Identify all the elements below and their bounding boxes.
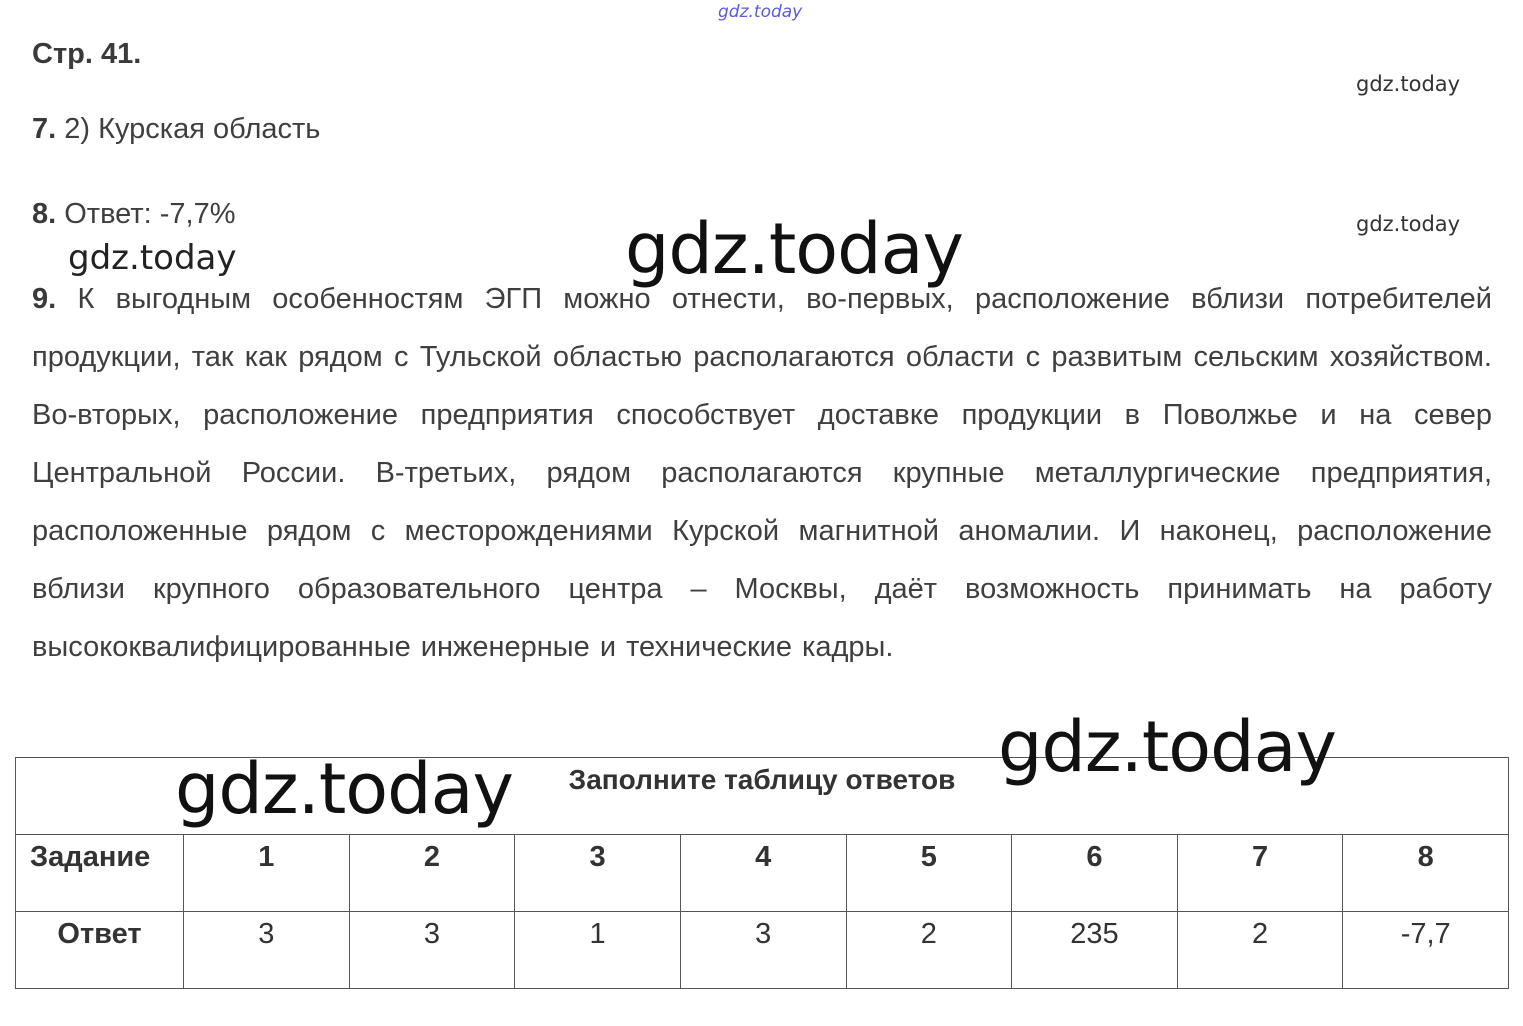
task-cell: 1: [184, 835, 350, 912]
question-7: [32, 113, 320, 146]
question-9: [32, 270, 1492, 676]
page-heading: Стр. 41.: [32, 38, 142, 70]
answer-cell: 3: [349, 912, 515, 989]
table-title: Заполните таблицу ответов: [16, 758, 1509, 835]
answer-cell: 2: [1177, 912, 1343, 989]
task-cell: 6: [1012, 835, 1178, 912]
question-7-answer: 2) Курская область: [64, 113, 321, 145]
task-cell: 8: [1343, 835, 1509, 912]
watermark-center-big: gdz.today: [625, 208, 963, 290]
watermark-table-right: gdz.today: [998, 706, 1336, 788]
answer-cell: 3: [680, 912, 846, 989]
answer-cell: 3: [184, 912, 350, 989]
watermark-right-1: gdz.today: [1356, 72, 1461, 96]
task-cell: 7: [1177, 835, 1343, 912]
question-8: [32, 198, 236, 231]
answer-cell: 235: [1012, 912, 1178, 989]
answer-row: [16, 912, 1509, 989]
task-cell: 2: [349, 835, 515, 912]
question-8-number: 8.: [32, 198, 57, 230]
question-7-number: 7.: [32, 113, 57, 145]
task-label: Задание: [16, 835, 184, 912]
question-9-number: 9.: [32, 283, 57, 315]
task-cell: 4: [680, 835, 846, 912]
answer-cell: -7,7: [1343, 912, 1509, 989]
question-8-answer: Ответ: -7,7%: [64, 198, 236, 230]
question-9-answer: К выгодным особенностям ЭГП можно отнести, во-первых, расположение вблизи потребителей продукции, так как рядом с Тульской областью располагаются области с развитым сельским хозяйством. Во-вторых, расположение предприятия способствует доставке продукции в Поволжье и на север Центральной России. В-третьих, рядом располагаются крупные металлургические предприятия, расположенные рядом с месторождениями Курской магнитной аномалии. И наконец, расположение вблизи крупного образовательного центра – Москвы, даёт возможность принимать на работу высококвалифицированные инженерные и технические кадры.: [32, 283, 1492, 663]
task-row: [16, 835, 1509, 912]
watermark-left-mid: gdz.today: [68, 238, 237, 278]
task-cell: 5: [846, 835, 1012, 912]
watermark-table-left: gdz.today: [175, 748, 513, 830]
answer-label: Ответ: [16, 912, 184, 989]
answer-cell: 2: [846, 912, 1012, 989]
watermark-top: gdz.today: [718, 2, 803, 22]
watermark-right-2: gdz.today: [1356, 212, 1461, 236]
answer-cell: 1: [515, 912, 681, 989]
task-cell: 3: [515, 835, 681, 912]
